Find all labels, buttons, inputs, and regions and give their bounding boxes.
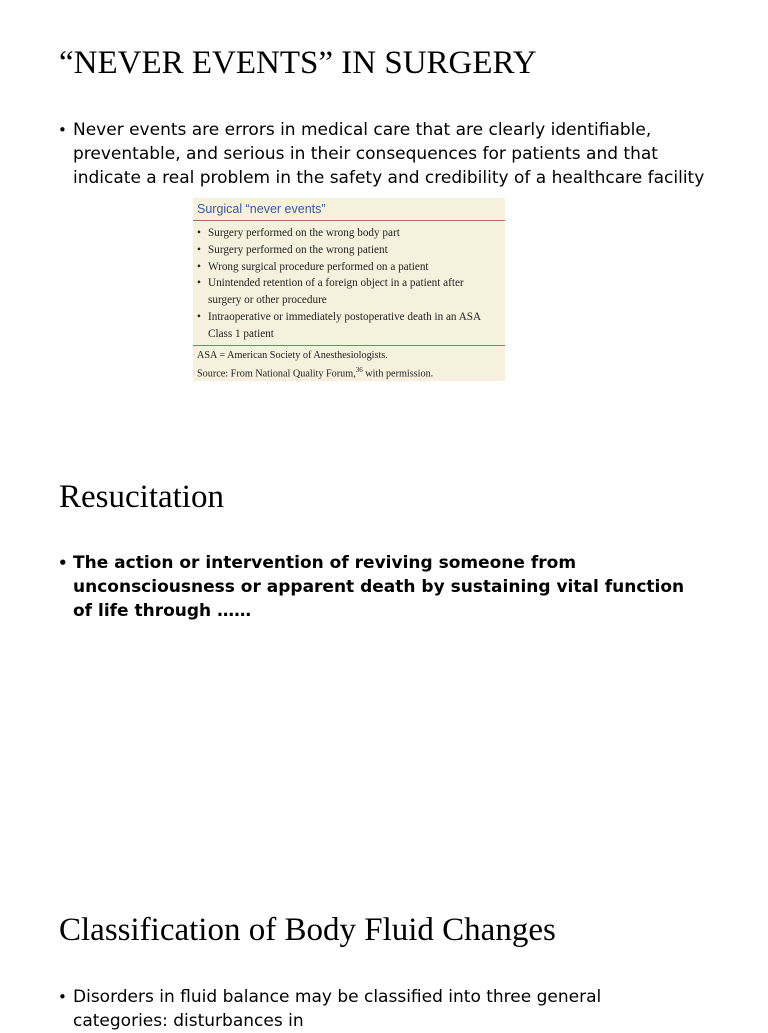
- bullet-text: Disorders in fluid balance may be classified into three general categories: disturbances in: [73, 987, 602, 1031]
- table-footnote: [193, 345, 505, 382]
- bullet-icon: •: [197, 310, 201, 323]
- footnote-reference: 36: [355, 366, 363, 375]
- list-item: • Unintended retention of a foreign object in a patient after surgery or other procedure: [197, 277, 464, 307]
- bullet-icon: •: [58, 988, 67, 1006]
- bullet-resucitation-definition: [58, 551, 706, 623]
- list-item: • Surgery performed on the wrong body part: [197, 225, 499, 242]
- bullet-text: The action or intervention of reviving someone from unconsciousness or apparent death by sustaining vital function of life through ……: [73, 553, 685, 621]
- list-item: • Intraoperative or immediately postoperative death in an ASA Class 1 patient: [197, 310, 481, 340]
- bullet-icon: •: [197, 277, 201, 290]
- bullet-body-fluid-disorders: [58, 985, 658, 1033]
- bullet-icon: •: [58, 554, 68, 572]
- section-title-body-fluid: Classification of Body Fluid Changes: [59, 912, 556, 948]
- section-title-resucitation: Resucitation: [59, 479, 224, 515]
- table-heading: Surgical “never events”: [193, 198, 505, 221]
- list-item: • Surgery performed on the wrong patient: [197, 242, 499, 259]
- never-events-table: [193, 198, 505, 381]
- bullet-icon: •: [58, 121, 67, 139]
- bullet-never-events-definition: [58, 118, 708, 190]
- footnote-source: Source: From National Quality Forum,$^{36}$ with permission.: [197, 366, 434, 380]
- table-list: [193, 221, 505, 345]
- bullet-icon: •: [197, 227, 201, 239]
- list-item: • Wrong surgical procedure performed on a patient: [197, 259, 499, 276]
- footnote-abbreviation: ASA = American Society of Anesthesiologists.: [197, 349, 388, 361]
- bullet-text: Never events are errors in medical care that are clearly identifiable, preventable, and serious in their consequences for patients and that indicate a real problem in the safety and credibility of a healthcare facility: [73, 120, 705, 188]
- bullet-icon: •: [197, 243, 201, 256]
- section-title-never-events: “NEVER EVENTS” IN SURGERY: [59, 45, 537, 81]
- bullet-icon: •: [197, 260, 201, 273]
